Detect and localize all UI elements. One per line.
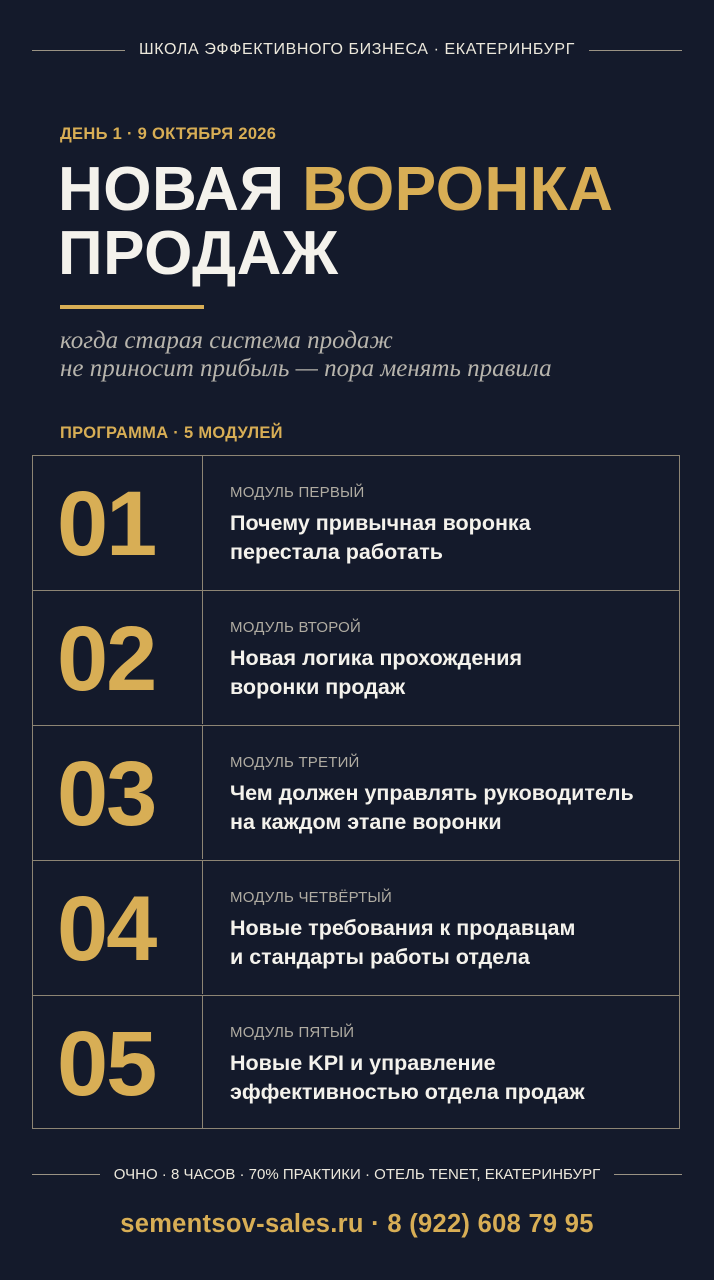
module-kicker: МОДУЛЬ ЧЕТВЁРТЫЙ [230,889,392,906]
title-word-white: НОВАЯ [58,155,285,224]
module-title-line-2: перестала работать [230,540,443,564]
event-date: ДЕНЬ 1 · 9 ОКТЯБРЯ 2026 [60,125,277,143]
program-label: ПРОГРАММА · 5 МОДУЛЕЙ [60,424,283,442]
module-row [33,995,679,1129]
module-title-line-2: эффективностью отдела продаж [230,1080,585,1104]
module-title-line-1: Новая логика прохождения [230,646,523,670]
module-number: 02 [57,608,156,710]
module-number: 04 [57,878,156,980]
event-info: ОЧНО · 8 ЧАСОВ · 70% ПРАКТИКИ · ОТЕЛЬ TENET, ЕКАТЕРИНБУРГ [113,1165,601,1183]
module-title-line-1: Почему привычная воронка [230,511,531,535]
module-number-cell [33,726,203,859]
module-title-line-2: воронки продаж [230,675,406,699]
subtitle-line-2: не приносит прибыль — пора менять правила [60,355,552,382]
module-title [230,914,675,972]
module-title [230,1049,675,1107]
page-title [58,155,698,288]
module-number: 01 [57,473,156,575]
module-title-line-2: и стандарты работы отдела [230,945,530,969]
module-title [230,779,675,837]
footer-divider-right [614,1174,682,1175]
module-number-cell [33,591,203,724]
title-line-1 [58,155,698,224]
module-number-cell [33,861,203,994]
module-kicker: МОДУЛЬ ПЕРВЫЙ [230,484,365,501]
title-line-2: ПРОДАЖ [58,219,339,288]
module-kicker: МОДУЛЬ ТРЕТИЙ [230,754,360,771]
module-title-line-1: Новые требования к продавцам [230,916,576,940]
module-number-cell [33,456,203,590]
school-name: ШКОЛА ЭФФЕКТИВНОГО БИЗНЕСА · ЕКАТЕРИНБУРГ [139,41,575,58]
module-kicker: МОДУЛЬ ПЯТЫЙ [230,1024,355,1041]
footer-divider-left [32,1174,100,1175]
header-divider-left [32,50,125,51]
subtitle [60,327,700,383]
title-underline [60,305,204,309]
module-title [230,644,675,702]
module-title-line-1: Чем должен управлять руководитель [230,781,634,805]
module-row [33,456,679,590]
module-title-line-1: Новые KPI и управление [230,1051,496,1075]
module-number: 05 [57,1013,156,1115]
module-kicker: МОДУЛЬ ВТОРОЙ [230,619,361,636]
module-row [33,590,679,724]
module-title [230,509,675,567]
header-divider-right [589,50,682,51]
module-title-line-2: на каждом этапе воронки [230,810,502,834]
header-bar [32,36,682,64]
module-row [33,860,679,994]
title-word-gold: ВОРОНКА [302,155,614,224]
subtitle-line-1: когда старая система продаж [60,327,393,354]
footer-bar [32,1162,682,1186]
module-number: 03 [57,743,156,845]
module-row [33,725,679,859]
module-number-cell [33,996,203,1129]
contacts: sementsov-sales.ru · 8 (922) 608 79 95 [120,1210,594,1238]
modules-table [32,455,680,1129]
